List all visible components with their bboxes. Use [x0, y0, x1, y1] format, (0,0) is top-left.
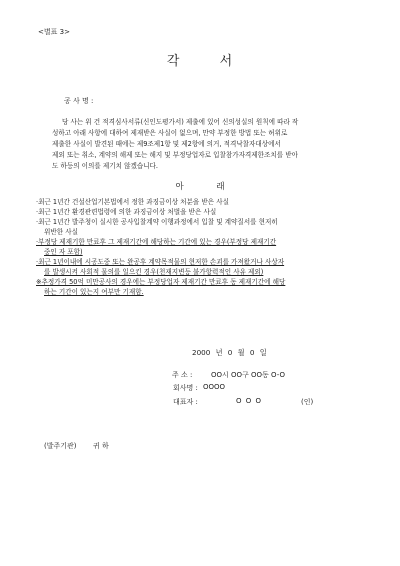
client-label: (발주기관) [44, 442, 77, 450]
paragraph-line: 당 사는 위 건 적격심사서류(신인도평가서) 제출에 있어 신의성실의 원칙에 따라 작 [62, 118, 299, 126]
paragraph-line: 제외 또는 취소, 계약의 해제 또는 해지 및 부정당업자로 입찰참가자격제한조치를 받아 [52, 151, 298, 159]
condition-item: ·부정당 제재기한 만료후 그 제재기간에 해당하는 기간에 있는 경우(부정당 제재기간 [36, 238, 277, 246]
condition-item: ·최근 1년간 건설산업기본법에서 정한 과징금이상 처분을 받은 사실 [36, 198, 229, 206]
paragraph-line: 제출한 사실이 발견된 때에는 제9조제1항 및 제2항에 의거, 적격낙찰자대상에서 [52, 140, 281, 148]
section-subtitle: 아 래 [175, 182, 225, 192]
company-label: 회사명 : [173, 384, 198, 392]
paragraph-line: 성하고 아래 사항에 대하여 제재받은 사실이 없으며, 만약 부정한 방법 또는 허위로 [52, 129, 288, 137]
document-date: 2000 년 0 월 0 일 [192, 348, 267, 357]
condition-item-continued: 중인 자 포함) [44, 248, 83, 256]
condition-item: ·최근 1년이내에 시공도중 또는 완공후 계약목적물의 현저한 손괴를 가져왔거나 사상자 [36, 258, 285, 266]
condition-item: ·최근 1년간 발주청이 실시한 공사입찰계약 이행과정에서 입찰 및 계약질서를 현저히 [36, 218, 278, 226]
condition-item-continued: 를 발생시켜 사회적 물의를 일으킨 경우(천재지변등 불가항력적인 사유 제외) [44, 268, 264, 276]
paragraph-line: 도 하등의 이의를 제기치 않겠습니다. [52, 162, 159, 170]
address-label: 주 소 : [172, 371, 193, 379]
condition-item-continued: 위반한 사실 [44, 228, 78, 236]
document-title: 각 서 [166, 54, 234, 69]
condition-item: ·최근 1년간 환경관련법령에 의한 과징금이상 처벌을 받은 사실 [36, 208, 217, 216]
seal-mark: (인) [301, 398, 314, 406]
company-name-label: 공 사 명 : [64, 97, 94, 105]
honorific: 귀 하 [93, 442, 109, 450]
representative-label: 대표자 : [173, 398, 198, 406]
pledge-paragraph [52, 117, 362, 172]
company-value: OOOO [203, 383, 226, 391]
address-value: OO시 OO구 OO동 O-O [211, 371, 285, 379]
representative-name: O O O [236, 397, 261, 405]
attachment-tag: <별표 3> [38, 28, 70, 36]
note-item: ※추정가격 50억 미만공사의 경우에는 부정당업자 제재기간 만료후 동 제재기간에 해당 [36, 278, 286, 286]
note-item-continued: 하는 기간이 있는지 여부만 기재함. [44, 288, 144, 296]
condition-list [36, 197, 376, 297]
